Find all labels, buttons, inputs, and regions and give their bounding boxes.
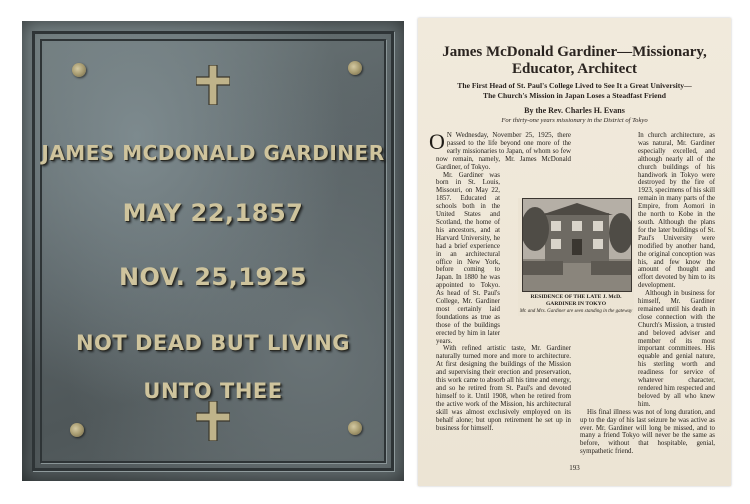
paragraph-4: In church architecture, as was natural, Mr. Gardiner especially excelled, and although nearly all of the church buildings of his handiwork in Tokyo were destroyed by the fire of 1923, specimens of his skill remain in many parts of the Empire, from Aomori in the north to Kobe in the south. Although the plans for the later buildings of St. Paul's University were modified by another hand, the original conception was his, and few know the amount of thought and effort devoted by him to its development. xyxy=(638,132,715,290)
paragraph-3: With refined artistic taste, Mr. Gardiner naturally turned more and more to architecture. At first designing the buildings of the Mission and supervising their erection and preservation, this work came to absorb all his time and energy, and so he retired from St. Paul's and devoted himself to it. Until 1908, when he retired from the active work of the Mission, his architectural skill was almost exclusively employed on its behalf alone; but upon retirement he set up in business for himself. xyxy=(436,345,571,432)
bottom-cross-icon xyxy=(196,401,230,441)
photo-caption-note: Mr. and Mrs. Gardiner are seen standing in the gateway xyxy=(519,309,633,314)
residence-photo xyxy=(522,198,632,292)
paragraph-5: Although in business for himself, Mr. Gardiner remained until his death in close connection with the Church's Mission, a trusted and beloved adviser and member of its most important committees. His equable and genial nature, his sterling worth and readiness for service of whatever character, rendered him respected and beloved by all who knew him. xyxy=(638,290,715,408)
photo-caption-line2: GARDINER IN TOKYO xyxy=(545,301,607,307)
house-icon xyxy=(523,199,631,291)
rosette-icon xyxy=(70,423,84,437)
article-title xyxy=(418,44,731,78)
article-author-note: For thirty-one years missionary in the District of Tokyo xyxy=(501,117,648,124)
plaque-birth-date: MAY 22,1857 xyxy=(122,199,304,227)
plaque-epitaph-line1: NOT DEAD BUT LIVING xyxy=(75,331,351,355)
plaque-death-date: NOV. 25,1925 xyxy=(118,263,308,291)
photo-caption xyxy=(518,294,634,308)
rosette-icon xyxy=(72,63,86,77)
paragraph-6: His final illness was not of long duration, and up to the day of his last seizure he was active as ever. Mr. Gardiner will long be missed, and to many a friend Tokyo will never be the same as before, without that hospitable, genial, sympathetic friend. xyxy=(580,408,715,456)
article-title-line1: James McDonald Gardiner—Missionary, xyxy=(442,44,707,60)
article-title-line2: Educator, Architect xyxy=(512,61,637,77)
memorial-plaque xyxy=(22,21,404,481)
drop-cap: O xyxy=(429,129,445,154)
article-subtitle xyxy=(418,81,731,101)
article-subtitle-line2: The Church's Mission in Japan Loses a Steadfast Friend xyxy=(483,91,666,100)
residence-photo-block xyxy=(518,198,634,316)
paragraph-1: N Wednesday, November 25, 1925, there passed to the life beyond one more of the early missionaries to Japan, of whom so few now remain, namely, Mr. James McDonald Gardiner, of Tokyo. xyxy=(436,132,571,171)
top-cross-icon xyxy=(196,65,230,105)
page-number: 193 xyxy=(569,464,580,472)
article-page xyxy=(418,18,731,486)
plaque-name: JAMES MCDONALD GARDINER xyxy=(41,141,385,165)
article-subtitle-line1: The First Head of St. Paul's College Lived to See It a Great University— xyxy=(457,81,692,90)
rosette-icon xyxy=(348,61,362,75)
paragraph-2: Mr. Gardiner was born in St. Louis, Missouri, on May 22, 1857. Educated at schools both in the United States and Scotland, the home of his ancestors, and at Harvard University, he had a brief experience in an architectural office in New York, before coming to Japan. In 1880 he was appointed to Tokyo. As head of St. Paul's College, Mr. Gardiner most certainly laid foundations as true as those of the buildings erected by him in later years. xyxy=(436,171,500,345)
article-byline: By the Rev. Charles H. Evans xyxy=(524,106,625,115)
photo-caption-line1: RESIDENCE OF THE LATE J. McD. xyxy=(530,294,622,300)
rosette-icon xyxy=(348,421,362,435)
plaque-epitaph-line2: UNTO THEE xyxy=(143,379,283,403)
